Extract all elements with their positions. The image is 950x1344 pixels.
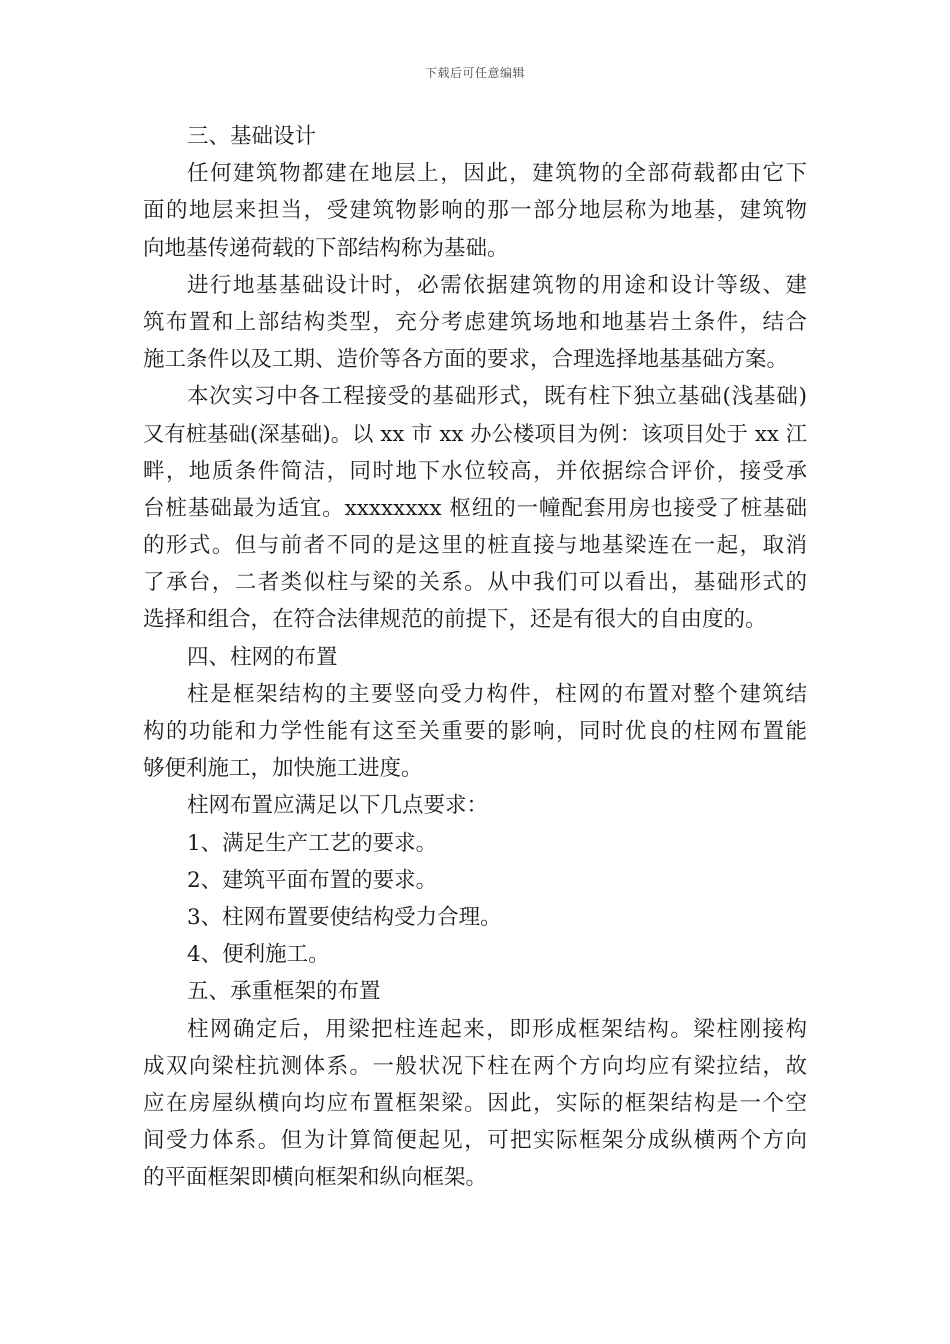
- text-line: 选择和组合，在符合法律规范的前提下，还是有很大的自由度的。: [143, 607, 767, 633]
- text-line: 面的地层来担当，受建筑物影响的那一部分地层称为地基，建筑物: [143, 198, 807, 224]
- text-line: 2、建筑平面布置的要求。: [187, 867, 438, 893]
- document-body: [143, 118, 807, 1196]
- text-line: 本次实习中各工程接受的基础形式，既有柱下独立基础(浅基础): [187, 384, 807, 410]
- text-line: 柱是框架结构的主要竖向受力构件，柱网的布置对整个建筑结: [187, 681, 807, 707]
- page-header: 下载后可任意编辑: [424, 66, 525, 80]
- text-line: 又有桩基础(深基础)。以 xx 市 xx 办公楼项目为例：该项目处于 xx 江: [143, 421, 807, 447]
- text-line: 够便利施工，加快施工进度。: [143, 756, 423, 782]
- text-line: 向地基传递荷载的下部结构称为基础。: [143, 235, 509, 261]
- text-line: 柱网布置应满足以下几点要求：: [187, 793, 489, 819]
- text-line: 1、满足生产工艺的要求。: [187, 830, 438, 856]
- text-line: 了承台，二者类似柱与梁的关系。从中我们可以看出，基础形式的: [143, 570, 807, 596]
- text-line: 畔，地质条件简洁，同时地下水位较高，并依据综合评价，接受承: [143, 458, 807, 484]
- text-line: 三、基础设计: [187, 124, 317, 149]
- text-line: 五、承重框架的布置: [187, 979, 381, 1005]
- text-line: 应在房屋纵横向均应布置框架梁。因此，实际的框架结构是一个空: [143, 1090, 807, 1116]
- text-line: 柱网确定后，用梁把柱连起来，即形成框架结构。梁柱刚接构: [187, 1016, 807, 1042]
- text-line: 任何建筑物都建在地层上，因此，建筑物的全部荷载都由它下: [187, 161, 807, 187]
- text-line: 四、柱网的布置: [187, 644, 338, 670]
- text-line: 台桩基础最为适宜。xxxxxxxx 枢纽的一幢配套用房也接受了桩基础: [143, 495, 807, 521]
- text-line: 的形式。但与前者不同的是这里的桩直接与地基梁连在一起，取消: [143, 533, 807, 559]
- text-line: 施工条件以及工期、造价等各方面的要求，合理选择地基基础方案。: [143, 347, 789, 373]
- text-line: 4、便利施工。: [187, 942, 330, 968]
- text-line: 构的功能和力学性能有这至关重要的影响，同时优良的柱网布置能: [143, 719, 807, 744]
- text-line: 的平面框架即横向框架和纵向框架。: [143, 1165, 488, 1191]
- text-line: 间受力体系。但为计算简便起见，可把实际框架分成纵横两个方向: [143, 1128, 807, 1154]
- text-line: 进行地基基础设计时，必需依据建筑物的用途和设计等级、建: [187, 272, 807, 298]
- text-line: 筑布置和上部结构类型，充分考虑建筑场地和地基岩土条件，结合: [143, 309, 807, 335]
- text-line: 成双向梁柱抗测体系。一般状况下柱在两个方向均应有梁拉结，故: [143, 1053, 807, 1079]
- text-line: 3、柱网布置要使结构受力合理。: [187, 904, 502, 930]
